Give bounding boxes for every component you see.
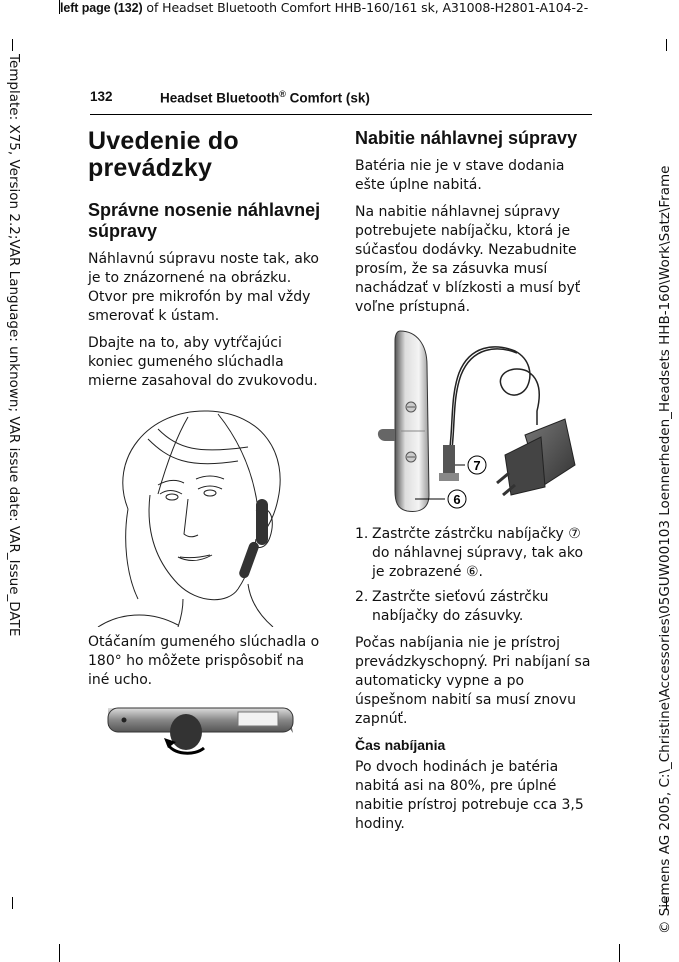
section-heading: Nabitie náhlavnej súpravy bbox=[355, 128, 578, 148]
print-slug: left page (132) of Headset Bluetooth Comfort HHB-160/161 sk, A31008-H2801-A104-2- bbox=[60, 0, 589, 15]
list-item: 1. Zastrčte zástrčku nabíjačky ⑦ do náhlavnej súpravy, tak ako je zobrazené ⑥. bbox=[355, 526, 584, 580]
paragraph: Dbajte na to, aby vytŕčajúci koniec gumeného slúchadla mierne zasahoval do zvukovodu. bbox=[88, 335, 318, 389]
charging-illustration bbox=[355, 325, 595, 521]
callout-7: 7 bbox=[473, 458, 481, 473]
section-heading: Správne nosenie náhlavnej súpravy bbox=[88, 200, 321, 241]
page-number: 132 bbox=[90, 89, 113, 104]
running-title: Headset Bluetooth® Comfort (sk) bbox=[160, 89, 370, 106]
paragraph: Náhlavnú súpravu noste tak, ako je to znázornené na obrázku. Otvor pre mikrofón by mal vždy smerovať k ústam. bbox=[88, 251, 319, 324]
crop-mark bbox=[619, 944, 620, 962]
wearing-illustration bbox=[88, 399, 328, 627]
paragraph: Otáčaním gumeného slúchadla o 180° ho môžete prispôsobiť na iné ucho. bbox=[88, 634, 320, 688]
crop-mark bbox=[666, 39, 667, 51]
list-item: 2. Zastrčte sieťovú zástrčku nabíjačky do zásuvky. bbox=[355, 589, 549, 624]
paragraph: Batéria nie je v stave dodania ešte úplne nabitá. bbox=[355, 158, 565, 193]
paragraph: Na nabitie náhlavnej súpravy potrebujete nabíjačku, ktorá je súčasťou dodávky. Nezabudnite prosím, že sa zásuvka musí nachádzať v blízkosti a musí byť voľne prístupná. bbox=[355, 204, 581, 315]
template-info: Template: X75, Version 2.2;VAR Language: unknown; VAR issue date: VAR_Issue_DATE bbox=[6, 54, 22, 637]
rotate-earpiece-illustration bbox=[88, 698, 328, 768]
left-column bbox=[88, 128, 328, 768]
crop-mark bbox=[12, 39, 13, 51]
steps-list bbox=[355, 525, 595, 626]
running-header bbox=[90, 88, 592, 115]
crop-mark bbox=[59, 944, 60, 962]
right-column bbox=[355, 128, 595, 842]
headset-rotate-icon bbox=[88, 698, 298, 768]
paragraph: Počas nabíjania nie je prístroj prevádzkyschopný. Pri nabíjaní sa automaticky vypne a po úspešnom nabití sa musí znovu zapnúť. bbox=[355, 635, 591, 727]
subheading: Čas nabíjania bbox=[355, 737, 446, 753]
charger-headset-icon bbox=[355, 325, 595, 521]
paragraph: Po dvoch hodinách je batéria nabitá asi na 80%, pre úplné nabitie prístroj potrebuje cca 3,5 hodiny. bbox=[355, 759, 584, 832]
callout-6: 6 bbox=[453, 492, 461, 507]
copyright-path: © Siemens AG 2005, C:\_Christine\Accessories\05GUW00103 Loennerheden_Headsets HHB-160\Work\Satz\Frame bbox=[657, 165, 673, 934]
woman-headset-icon bbox=[88, 399, 328, 627]
chapter-title: Uvedenie do prevádzky bbox=[88, 127, 239, 182]
